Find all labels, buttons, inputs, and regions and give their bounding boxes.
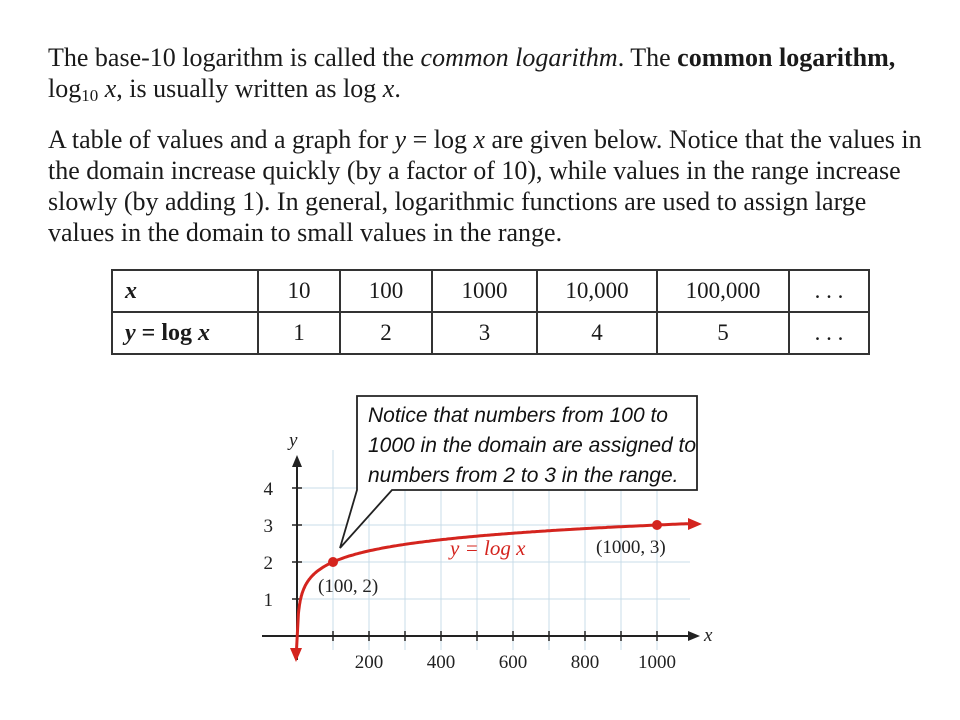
- y-tick-label: 2: [263, 553, 273, 574]
- y-tick-label: 3: [263, 516, 273, 537]
- point-100-2: [328, 557, 338, 567]
- y-axis-label: y: [289, 430, 298, 451]
- term-italic: common logarithm: [420, 43, 618, 72]
- y-tick-label: 4: [263, 479, 273, 500]
- intro-text: The base-10 logarithm is called the: [48, 43, 415, 72]
- point-label-100-2: (100, 2): [318, 576, 379, 597]
- var-x: x: [382, 74, 395, 103]
- table-cell: 100,000: [657, 270, 789, 312]
- term-bold: common logarithm,: [677, 43, 896, 72]
- x-tick-label: 1000: [638, 652, 676, 673]
- curve-arrow-up-icon: [688, 518, 702, 530]
- table-cell: 2: [340, 312, 432, 354]
- var-x: x: [125, 277, 137, 304]
- y-tick-label: 1: [263, 590, 273, 611]
- point-1000-3: [652, 520, 662, 530]
- table-cell: 10,000: [537, 270, 657, 312]
- log-word: log: [48, 74, 82, 103]
- x-tick-label: 800: [570, 652, 600, 673]
- x-axis-arrow-icon: [688, 631, 700, 641]
- var-x: x: [473, 125, 486, 154]
- x-tick-label: 200: [354, 652, 384, 673]
- period: .: [394, 74, 401, 103]
- intro-text: . The: [617, 43, 671, 72]
- table-cell: 10: [258, 270, 340, 312]
- point-label-1000-3: (1000, 3): [596, 537, 666, 558]
- table-cell: 1: [258, 312, 340, 354]
- table-cell: 3: [432, 312, 537, 354]
- table-cell: . . .: [789, 270, 869, 312]
- intro-text: = log: [412, 125, 467, 154]
- x-axis-label: x: [704, 625, 713, 646]
- callout-line-3: numbers from 2 to 3 in the range.: [368, 464, 679, 487]
- table-cell: 4: [537, 312, 657, 354]
- table-cell: . . .: [789, 312, 869, 354]
- table-cell: 1000: [432, 270, 537, 312]
- callout-line-2: 1000 in the domain are assigned to: [368, 434, 697, 457]
- log-base: 10: [81, 86, 99, 105]
- table-cell: 100: [340, 270, 432, 312]
- intro-text: are given below. Notice that the values in the domain increase quickly (by a factor of 10), while values in the range increase slowly (by adding 1). In general, logarithmic functions are used to assign large values in the domain to small values in the range.: [48, 125, 922, 247]
- log-eq: = log: [141, 319, 192, 346]
- curve-arrow-down-icon: [290, 648, 302, 662]
- var-x: x: [198, 319, 210, 346]
- callout-line-1: Notice that numbers from 100 to: [368, 404, 668, 427]
- var-y: y: [394, 125, 407, 154]
- table-cell: 5: [657, 312, 789, 354]
- x-tick-label: 600: [498, 652, 528, 673]
- y-axis-arrow-icon: [292, 455, 302, 467]
- curve-label: y = log x: [450, 536, 526, 560]
- intro-text: A table of values and a graph for: [48, 125, 389, 154]
- var-x: x: [104, 74, 117, 103]
- var-y: y: [125, 319, 136, 346]
- intro-text: , is usually written as log: [116, 74, 377, 103]
- x-tick-label: 400: [426, 652, 456, 673]
